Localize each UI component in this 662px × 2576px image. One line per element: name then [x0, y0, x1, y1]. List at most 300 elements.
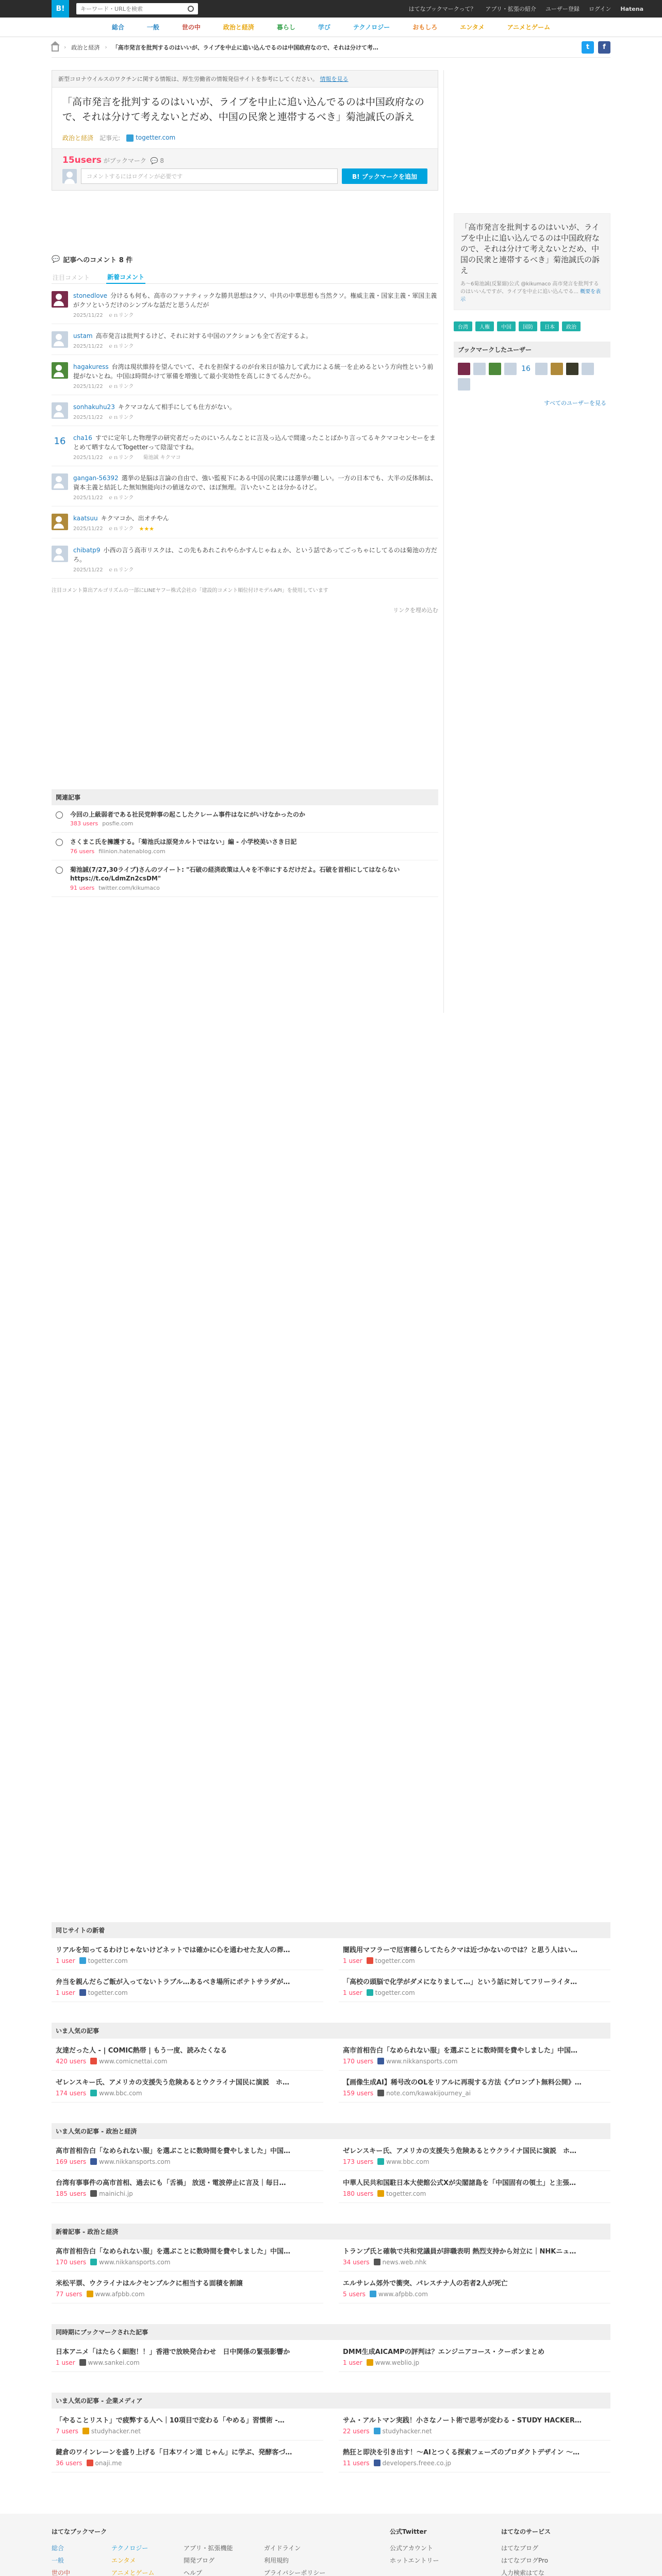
site-domain[interactable]: www.nikkansports.com [386, 2057, 458, 2065]
avatar[interactable] [551, 363, 563, 375]
site-domain[interactable]: www.bbc.com [386, 2158, 429, 2165]
avatar[interactable] [52, 473, 68, 490]
avatar[interactable]: 16 [54, 436, 66, 447]
users-line [62, 155, 427, 165]
site-favicon-icon [367, 1989, 373, 1996]
site-domain[interactable]: togetter.com [375, 1989, 415, 1996]
article-meta [343, 2291, 606, 2298]
comment-text: 分けるも何も、高市のファナティックな勝共思想はクソ、中共の中華思想も当然クソ。権威主義・国家主義・軍国主義がクソというだけのシンプルな話だと思うんだが [73, 292, 437, 309]
site-favicon-icon [370, 2291, 376, 2297]
article-grid [52, 2340, 610, 2372]
section-heading: 新着記事 - 政治と経済 [52, 2224, 610, 2240]
category-tab[interactable]: アニメとゲーム [507, 24, 551, 31]
users-count[interactable]: 174 users [56, 2089, 87, 2097]
embed-link[interactable]: リンクを埋め込む [393, 606, 438, 614]
facebook-share-icon[interactable]: f [598, 41, 610, 54]
footer-link[interactable]: テクノロジー [111, 2544, 148, 2552]
avatar[interactable] [52, 291, 68, 308]
article-meta [343, 2359, 606, 2366]
site-domain[interactable]: www.weblio.jp [375, 2359, 420, 2366]
footer-link[interactable]: 総合 [52, 2544, 64, 2552]
site-domain[interactable]: news.web.nhk [382, 2258, 427, 2266]
article-item[interactable] [52, 2171, 323, 2203]
category-nav [0, 18, 662, 37]
article-section [52, 1922, 610, 2002]
comment-body [73, 433, 438, 462]
footer-col-bookmark [52, 2527, 390, 2576]
all-users-link[interactable]: すべてのユーザーを見る [544, 400, 606, 406]
article-grid [52, 1938, 610, 2002]
article-title[interactable]: DMM生成AICAMPの評判は？エンジニアコース・クーポンまとめ [343, 2348, 545, 2356]
site-favicon-icon [374, 2460, 380, 2466]
site-domain[interactable]: www.bbc.com [99, 2089, 142, 2097]
site-icon [56, 839, 63, 846]
article-title[interactable]: 闇践用マフラーで厄害種らしてたらクマは近づかないのでは？と思う人はい… [343, 1946, 578, 1954]
article-title[interactable]: 日本アニメ「はたらく細胞！！」香港で放映発合わせ 日中関係の緊張影響か [56, 2348, 290, 2356]
avatar[interactable] [52, 362, 68, 379]
comment-username[interactable]: chibatp9 [73, 546, 101, 554]
article-title[interactable]: ゼレンスキー氏、アメリカの支援失う危険あるとウクライナ国民に演説 ホ… [56, 2078, 289, 2087]
users-count[interactable]: 5 users [343, 2290, 366, 2298]
entry-source[interactable] [126, 134, 175, 142]
comment-link[interactable]: ｅｎリンク [108, 313, 134, 318]
article-meta [56, 2090, 319, 2097]
article-meta [56, 2259, 319, 2266]
comment-date[interactable]: 2025/11/22 [73, 415, 103, 420]
comment-text-line [73, 473, 438, 492]
avatar[interactable] [458, 363, 470, 375]
article-meta [343, 2190, 606, 2197]
footer-link[interactable]: アニメとゲーム [111, 2569, 155, 2576]
users-count[interactable]: 91 users [70, 884, 95, 891]
related-list [52, 805, 438, 897]
article-meta [343, 1957, 606, 1964]
top-header [0, 0, 662, 18]
comment-meta [73, 454, 438, 462]
users-count[interactable]: 7 users [56, 2427, 78, 2435]
article-grid [52, 2240, 610, 2303]
category-tab[interactable]: 学び [318, 24, 330, 31]
article-grid [52, 2139, 610, 2203]
article-title[interactable]: 台湾有事事件の高市首相、過去にも「舌禍」 放送・電波停止に言及｜毎日… [56, 2179, 286, 2187]
show-summary-link[interactable]: 概要を表示 [460, 289, 601, 302]
related-meta [70, 848, 296, 855]
related-title[interactable]: 今回の上級弱者である社民党幹事の起こしたクレーム事件はなにがいけなかったのか [70, 810, 306, 818]
article-item[interactable] [339, 2272, 610, 2303]
article-title[interactable]: エルサレム郊外で衝突、パレスチナ人の若者2人が死亡 [343, 2279, 508, 2287]
article-grid [52, 2039, 610, 2103]
comment-date[interactable]: 2025/11/22 [73, 455, 103, 461]
site-domain[interactable]: studyhacker.net [91, 2427, 141, 2435]
article-item[interactable] [339, 1970, 610, 2002]
site-domain[interactable]: studyhacker.net [382, 2427, 432, 2435]
footer-link[interactable]: 公式アカウント [390, 2544, 433, 2552]
category-tab[interactable]: 政治と経済 [223, 24, 254, 31]
site-domain[interactable]: www.sankei.com [88, 2359, 140, 2366]
entry-footer [52, 149, 438, 190]
footer-link[interactable]: ガイドライン [264, 2544, 301, 2552]
footer-link[interactable]: ホットエントリー [390, 2556, 439, 2564]
site-domain[interactable]: www.comicnettai.com [99, 2057, 168, 2065]
users-count[interactable]: 1 user [56, 2359, 75, 2366]
comment-username[interactable]: cha16 [73, 434, 92, 442]
comments-heading-text: 記事へのコメント 8 件 [63, 257, 133, 264]
article-item[interactable] [339, 2441, 610, 2472]
article-item[interactable] [52, 2441, 323, 2472]
users-count[interactable]: 180 users [343, 2190, 374, 2197]
comment-link[interactable]: ｅｎリンク [108, 455, 134, 461]
site-domain[interactable]: developers.freee.co.jp [382, 2459, 452, 2467]
comment-item [52, 538, 438, 579]
article-title[interactable]: 熱狂と即決を引き出す！〜AIとつくる探索フェーズのプロダクトデザイン 〜… [343, 2448, 580, 2456]
source-link[interactable]: togetter.com [136, 134, 176, 142]
article-meta [343, 2259, 606, 2266]
comment-text-line [73, 402, 438, 412]
comment-date[interactable]: 2025/11/22 [73, 384, 103, 389]
footer-col-twitter [390, 2527, 501, 2576]
users-count[interactable]: 36 users [56, 2459, 82, 2467]
footer-link[interactable]: はてなブログPro [501, 2556, 549, 2564]
comment-date[interactable]: 2025/11/22 [73, 567, 103, 573]
comment-text-line [73, 433, 438, 452]
bookmark-users-count[interactable]: 15users [62, 155, 102, 165]
avatar[interactable] [52, 514, 68, 530]
users-count[interactable]: 185 users [56, 2190, 87, 2197]
comment-username[interactable]: kaatsuu [73, 515, 98, 522]
search-icon[interactable] [188, 6, 194, 12]
site-favicon-icon [87, 2291, 93, 2297]
footer-col-services [501, 2527, 553, 2576]
article-item[interactable] [339, 2340, 610, 2372]
comment-link[interactable]: ｅｎリンク [108, 415, 134, 420]
comment-item [52, 466, 438, 506]
article-title[interactable]: 鍵倉のワインレーンを盛り上げる「日本ワイン道 じゃん」に学ぶ、発酵客づ… [56, 2448, 292, 2456]
article-meta [56, 2058, 319, 2065]
breadcrumb [52, 37, 610, 58]
comment-input[interactable]: コメントするにはログインが必要です [81, 168, 338, 184]
site-icon [56, 811, 63, 819]
comment-list [52, 284, 438, 579]
hatena-bookmark-logo[interactable]: B! [52, 0, 69, 18]
site-domain[interactable]: togetter.com [88, 1957, 128, 1964]
comment-body [73, 291, 438, 319]
footer-heading: はてなブックマーク [52, 2528, 107, 2535]
comment-item [52, 426, 438, 466]
breadcrumb-title: 「高市発言を批判するのはいいが、ライブを中止に追い込んでるのは中国政府なので、それは分けて考… [112, 44, 378, 51]
article-title[interactable]: 高市首相告白「なめられない服」を選ぶことに数時間を費やしました」中国… [56, 2247, 291, 2256]
footer [0, 2514, 662, 2576]
related-meta [70, 820, 305, 827]
chevron-right-icon: › [105, 44, 107, 50]
users-count[interactable]: 11 users [343, 2459, 370, 2467]
comment-body [73, 546, 438, 574]
comment-link[interactable]: ｅｎリンク [108, 495, 134, 501]
register-link[interactable]: ユーザー登録 [545, 6, 580, 12]
article-item[interactable] [339, 1938, 610, 1970]
comment-username[interactable]: ustam [73, 332, 93, 340]
footer-link[interactable]: 人力検索はてな [501, 2569, 545, 2576]
comment-date[interactable]: 2025/11/22 [73, 344, 103, 349]
users-count[interactable]: 1 user [343, 2359, 362, 2366]
category-tab[interactable]: テクノロジー [353, 24, 390, 31]
star-rating[interactable]: ★★★ [139, 526, 155, 532]
category-tab[interactable]: 世の中 [181, 24, 201, 31]
category-tab[interactable]: 暮らし [276, 24, 295, 31]
comment-username[interactable]: gangan-56392 [73, 474, 119, 482]
site-favicon-icon [79, 1989, 86, 1996]
avatar[interactable] [582, 363, 594, 375]
site-favicon-icon [87, 2460, 93, 2466]
avatar[interactable] [52, 402, 68, 419]
category-tab[interactable]: 総合 [111, 24, 124, 31]
avatar[interactable] [458, 378, 470, 391]
footer-link[interactable]: 利用規約 [264, 2556, 289, 2564]
footer-link[interactable]: 世の中 [52, 2569, 71, 2576]
article-item[interactable] [52, 2240, 323, 2272]
vaccine-notice [52, 71, 438, 88]
footer-link[interactable]: はてなブログ [501, 2544, 539, 2552]
article-title[interactable]: 米松平票、ウクライナはルクセンブルクに相当する面積を割譲 [56, 2279, 243, 2287]
footer-link[interactable]: プライバシーポリシー [264, 2569, 326, 2576]
home-icon[interactable] [52, 45, 59, 52]
twitter-share-icon[interactable]: t [582, 41, 594, 54]
site-domain[interactable]: onaji.me [95, 2459, 122, 2467]
article-item[interactable] [52, 2139, 323, 2171]
footer-link[interactable]: 一般 [52, 2556, 64, 2564]
site-domain[interactable]: note.com/kawakijourney_ai [386, 2089, 471, 2097]
comment-link[interactable]: ｅｎリンク [108, 344, 134, 349]
site-favicon-icon [377, 2090, 384, 2096]
related-title[interactable]: さくまこ氏を擁護する。「菊池氏は原発カルトではない」編 - 小学校美いさき日記 [70, 838, 297, 846]
users-count[interactable]: 1 user [56, 1989, 75, 1996]
add-bookmark-button[interactable]: B! ブックマークを追加 [342, 168, 427, 184]
article-title[interactable]: 「高校の頭脳で化学がダメになりまして…」という話に対してフリーライタ… [343, 1978, 577, 1986]
avatar[interactable]: 16 [521, 365, 531, 373]
comment-item [52, 324, 438, 355]
users-count[interactable]: 1 user [343, 1957, 362, 1964]
sidebar [454, 70, 610, 410]
users-count[interactable]: 159 users [343, 2089, 374, 2097]
avatar[interactable] [535, 363, 548, 375]
article-title[interactable]: ゼレンスキー氏、アメリカの支援失う危険あるとウクライナ国民に演説 ホ… [343, 2147, 576, 2155]
hatena-brand[interactable]: Hatena [620, 5, 643, 12]
users-count[interactable]: 420 users [56, 2057, 87, 2065]
sidebar-description [460, 280, 604, 303]
users-suffix: がブックマーク [103, 157, 146, 164]
article-item[interactable] [339, 2409, 610, 2441]
comment-item [52, 355, 438, 395]
site-domain[interactable]: www.afpbb.com [378, 2290, 428, 2298]
search-box[interactable] [76, 3, 198, 14]
comment-link[interactable]: ｅｎリンク [108, 567, 134, 573]
article-section [52, 2023, 610, 2103]
category-tab[interactable]: おもしろ [412, 24, 438, 31]
avatar[interactable] [504, 363, 517, 375]
avatar[interactable] [473, 363, 486, 375]
comment-meta [73, 566, 438, 574]
users-count[interactable]: 76 users [70, 848, 95, 855]
footer-link[interactable]: 開発ブログ [184, 2556, 215, 2564]
related-item[interactable] [52, 833, 438, 860]
site-favicon-icon [79, 1957, 86, 1964]
tag-chip[interactable]: 政治 [562, 321, 581, 331]
article-grid [52, 2409, 610, 2472]
entry-category[interactable]: 政治と経済 [62, 134, 94, 142]
article-item[interactable] [52, 1970, 323, 2002]
comment-meta [73, 525, 438, 534]
comment-bubble-icon: 💬 [52, 256, 60, 263]
article-title[interactable]: 「やることリスト」で疲弊する人へ｜10項目で変わる「やめる」習慣術 -… [56, 2416, 285, 2425]
comment-text: すでに定年した物理学の研究者だったのにいろんなことに言及っ込んで間違ったことばかり言ってるキクマコセンセーをまとめて晒すなんてTogetterって陰湿ですね。 [73, 434, 436, 451]
article-item[interactable] [339, 2171, 610, 2203]
entry-meta [62, 133, 427, 142]
comment-meta [73, 312, 438, 319]
footer-link[interactable]: ヘルプ [184, 2569, 203, 2576]
comment-item [52, 395, 438, 426]
site-favicon-icon [367, 1957, 373, 1964]
site-domain[interactable]: twitter.com/kikumaco [98, 884, 160, 891]
article-meta [343, 2428, 606, 2435]
article-item[interactable] [52, 2272, 323, 2303]
content-area [52, 70, 610, 897]
comment-date[interactable]: 2025/11/22 [73, 495, 103, 501]
article-meta [56, 2428, 319, 2435]
comment-username[interactable]: hagakuress [73, 363, 109, 370]
article-item[interactable] [52, 2409, 323, 2441]
article-item[interactable] [339, 2039, 610, 2071]
search-input[interactable] [80, 6, 188, 12]
article-title[interactable]: 【画像生成AI】稀号改のOLをリアルに再現する方法《プロンプト無料公開》… [343, 2078, 582, 2087]
site-favicon-icon [90, 2190, 97, 2197]
site-favicon-icon [90, 2058, 97, 2064]
tag-chip[interactable]: 日本 [540, 321, 559, 331]
comment-date[interactable]: 2025/11/22 [73, 313, 103, 318]
article-item[interactable] [52, 2039, 323, 2071]
site-domain[interactable]: togetter.com [386, 2190, 426, 2197]
article-title[interactable]: リアルを知ってるわけじゃないけどネットでは確かに心を通わせた友人の葬… [56, 1946, 290, 1954]
site-domain[interactable]: mainichi.jp [99, 2190, 133, 2197]
users-count[interactable]: 1 user [343, 1989, 362, 1996]
article-item[interactable] [52, 2071, 323, 2103]
users-count[interactable]: 170 users [343, 2057, 374, 2065]
site-domain[interactable]: www.nikkansports.com [99, 2258, 171, 2266]
comment-meta [73, 343, 438, 350]
related-meta [70, 885, 434, 891]
comment-text-line [73, 514, 438, 523]
comment-item [52, 284, 438, 324]
apps-link[interactable]: アプリ・拡張の紹介 [485, 6, 536, 12]
users-count[interactable]: 170 users [56, 2258, 87, 2266]
site-domain[interactable]: www.nikkansports.com [99, 2158, 171, 2165]
site-domain[interactable]: www.afpbb.com [95, 2290, 145, 2298]
article-meta [56, 1957, 319, 1964]
footer-hatena-services [501, 2542, 553, 2576]
comment-username[interactable]: sonhakuhu23 [73, 403, 115, 411]
site-domain[interactable]: filinion.hatenablog.com [98, 848, 166, 855]
users-count[interactable]: 173 users [343, 2158, 374, 2165]
breadcrumb-category[interactable]: 政治と経済 [71, 44, 100, 51]
login-link[interactable]: ログイン [588, 6, 611, 12]
site-domain[interactable]: togetter.com [375, 1957, 415, 1964]
avatar[interactable] [52, 331, 68, 348]
article-item[interactable] [339, 2240, 610, 2272]
article-title[interactable]: 中華人民共和国駐日本大使館公式Xが尖閣諸島を「中国固有の領土」と主張… [343, 2179, 576, 2187]
related-title[interactable]: 菊池誠(7/27,30ライブ)さんのツイート: "石破の経済政策は人々を不幸にするだけだよ。石破を首相にしてはならない https://t.co/LdmZn2csDM" [70, 866, 400, 882]
tag-chip[interactable]: 中国 [497, 321, 516, 331]
article-title[interactable]: サム・アルトマン実践！小さなノート術で思考が変わる - STUDY HACKER… [343, 2416, 582, 2425]
tab-new-comments[interactable]: 新着コメント [106, 270, 145, 284]
category-tab[interactable]: 一般 [146, 24, 159, 31]
section-heading: いま人気の記事 - 政治と経済 [52, 2123, 610, 2139]
sidebar-title[interactable]: 「高市発言を批判するのはいいが、ライブを中止に追い込んでるのは中国政府なので、それは分けて考えないとだめ、中国の民衆と連帯するべき」菊池誠氏の訴え [460, 223, 600, 275]
article-section [52, 2123, 610, 2203]
site-icon [56, 867, 63, 874]
article-title[interactable]: 高市首相告白「なめられない服」を選ぶことに数時間を費やしました」中国… [56, 2147, 291, 2155]
footer-link[interactable]: エンタメ [111, 2556, 136, 2564]
tag-list [454, 316, 610, 336]
comment-text-line [73, 331, 438, 341]
article-title[interactable]: 弁当を親んだらご飯が入ってないトラブル…あるべき場所にポテトサラダが… [56, 1978, 290, 1986]
users-count[interactable]: 169 users [56, 2158, 87, 2165]
avatar[interactable] [566, 363, 578, 375]
tag-chip[interactable]: 国防 [519, 321, 537, 331]
entry-title[interactable]: 「高市発言を批判するのはいいが、ライブを中止に追い込んでるのは中国政府なので、それは分けて考えないとだめ、中国の民衆と連帯するべき」菊池誠氏の訴え [62, 96, 424, 123]
comment-username[interactable]: stonedlove [73, 292, 108, 299]
article-title[interactable]: 友達だった人 - | COMIC熱帯 | もう一度、読みたくなる [56, 2046, 227, 2055]
comment-text: 高市発言は批判するけど、それに対する中国のアクションも全て否定するよ。 [95, 332, 312, 340]
about-link[interactable]: はてなブックマークって？ [408, 6, 476, 12]
chevron-right-icon: › [64, 44, 67, 50]
article-item[interactable] [339, 2139, 610, 2171]
avatar[interactable] [52, 546, 68, 562]
category-tab[interactable]: エンタメ [460, 24, 485, 31]
notice-link[interactable]: 情報を見る [320, 76, 349, 82]
site-domain[interactable]: togetter.com [88, 1989, 128, 1996]
sidebar-desc-text: あ～6菊池誠(反緊縮)公式 @kikumaco 高市発言を批判するのはいいんですが、ライブを中止に追い込んでる... [460, 281, 599, 295]
users-count[interactable]: 383 users [70, 820, 98, 827]
users-count[interactable]: 77 users [56, 2290, 82, 2298]
footer-link[interactable]: アプリ・拡張機能 [184, 2544, 233, 2552]
article-item[interactable] [339, 2071, 610, 2103]
comment-body [73, 331, 438, 350]
users-count[interactable]: 1 user [56, 1957, 75, 1964]
article-item[interactable] [52, 2340, 323, 2372]
tab-popular-comments[interactable]: 注目コメント [53, 274, 90, 281]
article-item[interactable] [52, 1938, 323, 1970]
tag-chip[interactable]: 人権 [475, 321, 494, 331]
tag-chip[interactable]: 台湾 [454, 321, 472, 331]
main-column [52, 70, 438, 897]
site-domain[interactable]: posfie.com [102, 820, 134, 827]
comment-body [73, 514, 438, 534]
related-item[interactable] [52, 860, 438, 897]
lower-sections [52, 1922, 610, 2472]
article-title[interactable]: トランプ氏と確執で共和党議員が辞職表明 熱烈支持から対立に｜NHKニュ… [343, 2247, 576, 2256]
related-item[interactable] [52, 805, 438, 833]
comment-meta [73, 383, 438, 391]
comment-link[interactable]: ｅｎリンク [108, 526, 134, 532]
comment-link[interactable]: ｅｎリンク [108, 384, 134, 389]
article-meta [56, 2158, 319, 2165]
related-body [70, 866, 434, 891]
avatar[interactable] [489, 363, 501, 375]
article-title[interactable]: 高市首相告白「なめられない服」を選ぶことに数時間を費やしました」中国… [343, 2046, 578, 2055]
site-favicon-icon [126, 134, 134, 142]
bookmarked-users-heading: ブックマークしたユーザー [454, 342, 610, 358]
users-count[interactable]: 34 users [343, 2258, 370, 2266]
comment-date[interactable]: 2025/11/22 [73, 526, 103, 532]
users-count[interactable]: 22 users [343, 2427, 370, 2435]
